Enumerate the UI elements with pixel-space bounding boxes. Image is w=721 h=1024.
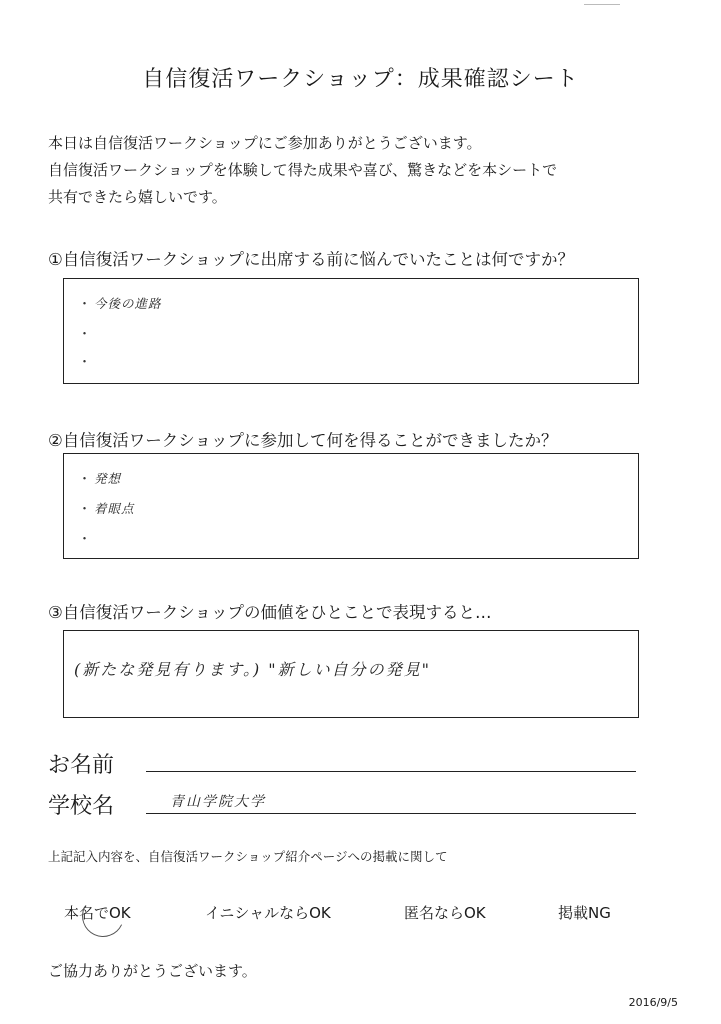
option-no-publish[interactable]: 掲載NG: [558, 904, 611, 922]
scan-artifact: [584, 0, 620, 5]
question-3-label: ③自信復活ワークショップの価値をひとことで表現すると…: [48, 603, 492, 622]
question-1-bullet-3: ・: [78, 355, 92, 370]
thanks-text: ご協力ありがとうございます。: [48, 962, 257, 980]
question-2-label: ②自信復活ワークショップに参加して何を得ることができましたか？: [48, 431, 558, 450]
intro-line-3: 共有できたら嬉しいです。: [48, 188, 227, 206]
question-2-answer-box[interactable]: [63, 453, 639, 559]
intro-text: [48, 130, 557, 211]
question-1-label: ①自信復活ワークショップに出席する前に悩んでいたことは何ですか？: [48, 250, 574, 269]
intro-line-2: 自信復活ワークショップを体験して得た成果や喜び、驚きなどを本シートで: [48, 161, 558, 179]
question-1-answer-box[interactable]: [63, 278, 639, 384]
question-1-bullet-2: ・: [78, 327, 92, 342]
option-real-name[interactable]: 本名でOK: [64, 904, 131, 922]
selection-circle-mark: [76, 889, 130, 943]
option-anonymous[interactable]: 匿名ならOK: [404, 904, 486, 922]
question-3-answer-box[interactable]: [63, 630, 639, 718]
question-1-answer-1: 今後の進路: [94, 296, 162, 311]
school-value: 青山学院大学: [170, 794, 266, 810]
question-1-bullet-1: ・ 今後の進路: [78, 296, 162, 312]
question-2-bullet-1: ・ 発想: [78, 471, 122, 487]
name-field[interactable]: [146, 771, 636, 772]
intro-line-1: 本日は自信復活ワークショップにご参加ありがとうございます。: [48, 134, 482, 152]
question-2-answer-2: 着眼点: [94, 501, 135, 516]
question-2-bullet-2: ・ 着眼点: [78, 501, 135, 517]
publication-notice: 上記記入内容を、自信復活ワークショップ紹介ページへの掲載に関して: [48, 849, 448, 864]
question-3-answer: (新たな発見有ります。) "新しい自分の発見": [74, 660, 432, 679]
school-label: 学校名: [48, 794, 115, 819]
date-stamp: 2016/9/5: [628, 996, 678, 1009]
question-2-bullet-3: ・: [78, 532, 92, 547]
page-title: 自信復活ワークショップ：成果確認シート: [142, 67, 579, 92]
question-2-answer-1: 発想: [94, 471, 122, 486]
option-initials[interactable]: イニシャルならOK: [205, 904, 331, 922]
name-label: お名前: [48, 753, 115, 778]
school-field[interactable]: [146, 813, 636, 814]
